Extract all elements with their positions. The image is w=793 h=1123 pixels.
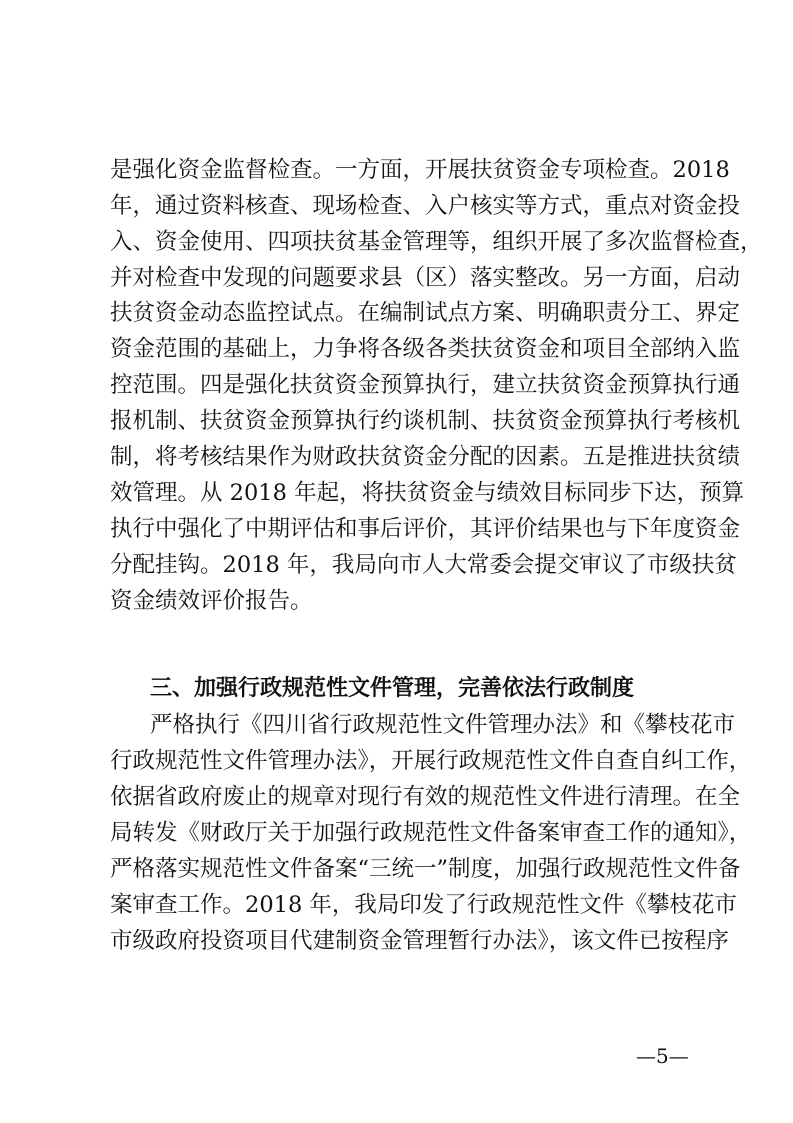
paragraph-line: 控范围。四是强化扶贫资金预算执行，建立扶贫资金预算执行通 <box>110 372 741 398</box>
paragraph-line: 行政规范性文件管理办法》，开展行政规范性文件自查自纠工作， <box>110 748 752 774</box>
section-heading: 三、加强行政规范性文件管理，完善依法行政制度 <box>150 676 635 701</box>
paragraph-line: 资金绩效评价报告。 <box>110 588 313 614</box>
paragraph-line: 案审查工作。2018 年，我局印发了行政规范性文件《攀枝花市 <box>110 892 737 918</box>
paragraph-line: 执行中强化了中期评估和事后评价，其评价结果也与下年度资金 <box>110 516 741 542</box>
paragraph-line: 入、资金使用、四项扶贫基金管理等，组织开展了多次监督检查， <box>110 229 763 255</box>
paragraph-line: 并对检查中发现的问题要求县（区）落实整改。另一方面，启动 <box>110 265 741 291</box>
paragraph-line: 依据省政府废止的规章对现行有效的规范性文件进行清理。在全 <box>110 784 741 810</box>
page-number: —5— <box>636 1044 689 1068</box>
paragraph-line: 分配挂钩。2018 年，我局向市人大常委会提交审议了市级扶贫 <box>110 552 737 578</box>
paragraph-line: 严格执行《四川省行政规范性文件管理办法》和《攀枝花市 <box>150 712 736 738</box>
paragraph-line: 制，将考核结果作为财政扶贫资金分配的因素。五是推进扶贫绩 <box>110 444 741 470</box>
paragraph-line: 年，通过资料核查、现场检查、入户核实等方式，重点对资金投 <box>110 193 741 219</box>
paragraph-line: 效管理。从 2018 年起，将扶贫资金与绩效目标同步下达，预算 <box>110 480 745 506</box>
paragraph-line: 报机制、扶贫资金预算执行约谈机制、扶贫资金预算执行考核机 <box>110 408 741 434</box>
paragraph-line: 扶贫资金动态监控试点。在编制试点方案、明确职责分工、界定 <box>110 300 741 326</box>
paragraph-line: 资金范围的基础上，力争将各级各类扶贫资金和项目全部纳入监 <box>110 336 741 362</box>
paragraph-line: 局转发《财政厅关于加强行政规范性文件备案审查工作的通知》， <box>110 820 752 846</box>
paragraph-line: 市级政府投资项目代建制资金管理暂行办法》，该文件已按程序 <box>110 928 729 954</box>
paragraph-line: 是强化资金监督检查。一方面，开展扶贫资金专项检查。2018 <box>110 157 730 183</box>
paragraph-line: 严格落实规范性文件备案“三统一”制度，加强行政规范性文件备 <box>110 856 741 882</box>
